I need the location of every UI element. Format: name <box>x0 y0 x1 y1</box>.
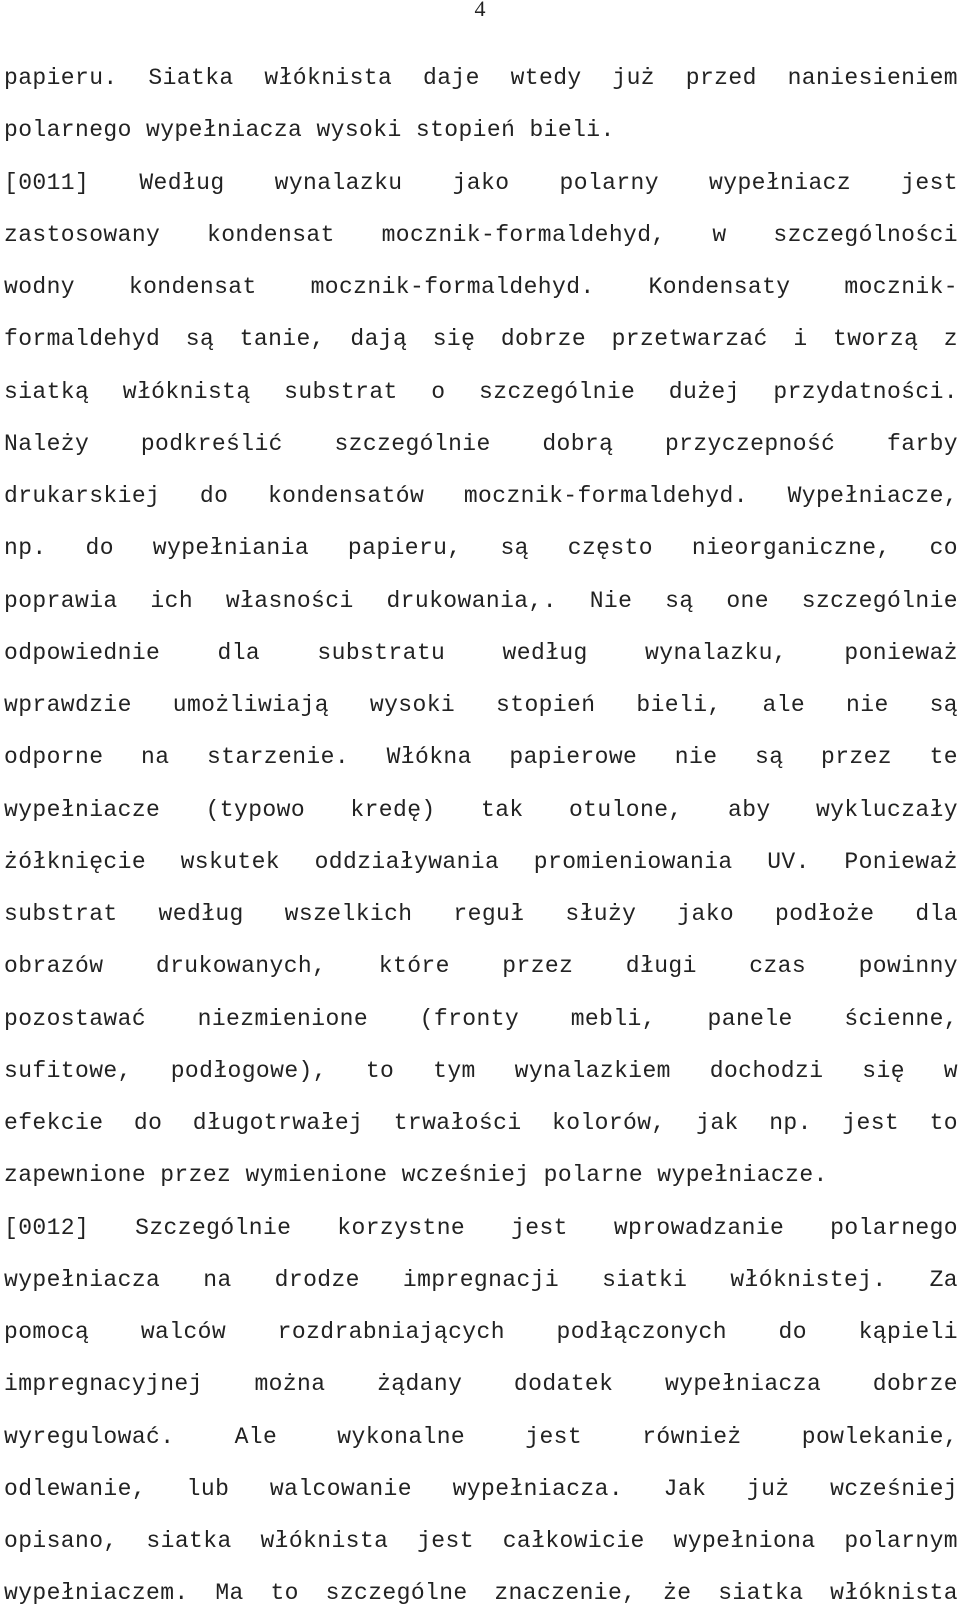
text-line: papieru. Siatka włóknista daje wtedy już przed naniesieniem <box>4 65 958 91</box>
text-line: substrat według wszelkich reguł służy jako podłoże dla <box>4 901 958 927</box>
text-line: zapewnione przez wymienione wcześniej polarne wypełniacze. <box>4 1162 828 1189</box>
text-line: polarnego wypełniacza wysoki stopień bieli. <box>4 117 615 144</box>
text-line: sufitowe, podłogowe), to tym wynalazkiem dochodzi się w <box>4 1057 958 1084</box>
text-line: [0011] Według wynalazku jako polarny wypełniacz jest <box>4 169 958 196</box>
text-line: drukarskiej do kondensatów mocznik-formaldehyd. Wypełniacze, <box>4 483 958 509</box>
text-line: wodny kondensat mocznik-formaldehyd. Kondensaty mocznik- <box>4 274 958 300</box>
text-line: Należy podkreślić szczególnie dobrą przyczepność farby <box>4 430 958 457</box>
text-line: odpowiednie dla substratu według wynalazku, ponieważ <box>4 639 958 666</box>
text-line: wprawdzie umożliwiają wysoki stopień bieli, ale nie są <box>4 692 958 718</box>
text-line: opisano, siatka włóknista jest całkowicie wypełniona polarnym <box>4 1528 958 1554</box>
text-line: odlewanie, lub walcowanie wypełniacza. Jak już wcześniej <box>4 1475 958 1502</box>
text-line: efekcie do długotrwałej trwałości kolorów, jak np. jest to <box>4 1110 958 1136</box>
page-number: 4 <box>474 0 486 21</box>
text-line: np. do wypełniania papieru, są często nieorganiczne, co <box>4 535 958 562</box>
text-line: zastosowany kondensat mocznik-formaldehyd, w szczególności <box>4 221 958 248</box>
text-line: wypełniaczem. Ma to szczególne znaczenie, że siatka włóknista <box>4 1580 958 1607</box>
text-line: siatką włóknistą substrat o szczególnie dużej przydatności. <box>4 378 958 405</box>
text-line: żółknięcie wskutek oddziaływania promieniowania UV. Ponieważ <box>4 848 958 875</box>
text-line: obrazów drukowanych, które przez długi czas powinny <box>4 953 958 980</box>
text-line: wyregulować. Ale wykonalne jest również powlekanie, <box>4 1423 958 1450</box>
text-line: pozostawać niezmienione (fronty mebli, panele ścienne, <box>4 1005 958 1032</box>
text-line: [0012] Szczególnie korzystne jest wprowadzanie polarnego <box>4 1214 958 1241</box>
text-line: wypełniacze (typowo kredę) tak otulone, aby wykluczały <box>4 796 958 823</box>
document-body-text <box>4 52 958 1620</box>
text-line: odporne na starzenie. Włókna papierowe nie są przez te <box>4 744 958 771</box>
text-line: impregnacyjnej można żądany dodatek wypełniacza dobrze <box>4 1371 958 1398</box>
text-line: formaldehyd są tanie, dają się dobrze przetwarzać i tworzą z <box>4 326 958 353</box>
text-line: poprawia ich własności drukowania,. Nie są one szczególnie <box>4 587 958 614</box>
text-line: pomocą walców rozdrabniających podłączonych do kąpieli <box>4 1319 958 1345</box>
text-line: wypełniacza na drodze impregnacji siatki włóknistej. Za <box>4 1266 958 1293</box>
